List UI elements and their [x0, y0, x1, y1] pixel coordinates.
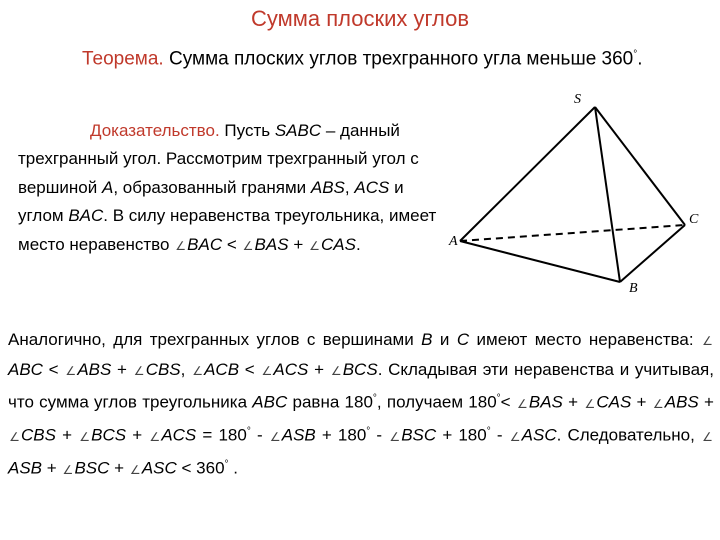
angle-icon: ∠ [149, 429, 161, 444]
angle-icon: ∠ [269, 429, 281, 444]
angle-icon: ∠ [702, 334, 713, 348]
angle-icon: ∠ [192, 363, 203, 378]
angle-icon: ∠ [175, 238, 187, 253]
angle-icon: ∠ [9, 429, 20, 444]
angle-icon: ∠ [389, 429, 401, 444]
theorem-paragraph: Теорема. Сумма плоских углов трехгранного угла меньше 360°. [82, 48, 643, 70]
pyramid-figure [445, 85, 715, 305]
label-s: S [574, 92, 581, 107]
theorem-text: Сумма плоских углов трехгранного угла меньше 360 [169, 48, 634, 70]
page-title: Сумма плоских углов [250, 6, 470, 31]
theorem-label: Теорема. [82, 48, 164, 70]
proof-paragraph: Доказательство. Пусть SABC – данный трехгранный угол. Рассмотрим трехгранный угол с вершиной A, образованный гранями ABS, ACS и углом BAC. В силу неравенства треугольника, имеет место неравенство ∠BAC < ∠BAS + ∠CAS. [18, 117, 438, 260]
angle-icon: ∠ [584, 396, 596, 411]
angle-icon: ∠ [62, 462, 74, 477]
angle-icon: ∠ [516, 396, 528, 411]
degree-sign: ° [633, 49, 638, 60]
edge-ab [460, 241, 620, 282]
label-b: B [629, 281, 638, 296]
angle-icon: ∠ [261, 363, 273, 378]
angle-icon: ∠ [129, 462, 141, 477]
angle-icon: ∠ [133, 363, 145, 378]
angle-icon: ∠ [330, 363, 342, 378]
angle-icon: ∠ [79, 429, 91, 444]
edge-sa [460, 107, 595, 241]
angle-icon: ∠ [242, 238, 254, 253]
edge-ac-hidden [460, 225, 685, 241]
angle-icon: ∠ [65, 363, 77, 378]
label-c: C [689, 212, 699, 227]
proof-label: Доказательство. [90, 121, 220, 140]
label-a: A [449, 234, 458, 249]
analog-paragraph: Аналогично, для трехгранных углов с вершинами B и C имеют место неравенства: ∠ABC < ∠ABS + ∠CBS, ∠ACB < ∠ACS + ∠BCS. Складывая эти неравенства и учитывая, что сумма углов треугольника ABC равна 180°, получаем 180°< ∠BAS + ∠CAS + ∠ABS + ∠CBS + ∠BCS + ∠ACS = 180° - ∠ASB + 180° - ∠BSC + 180° - ∠ASC. Следовательно, ∠ASB + ∠BSC + ∠ASC < 360° . [8, 326, 714, 484]
angle-icon: ∠ [702, 429, 713, 444]
edge-bc [620, 225, 685, 282]
angle-icon: ∠ [509, 429, 521, 444]
angle-icon: ∠ [309, 238, 320, 253]
angle-icon: ∠ [652, 396, 664, 411]
